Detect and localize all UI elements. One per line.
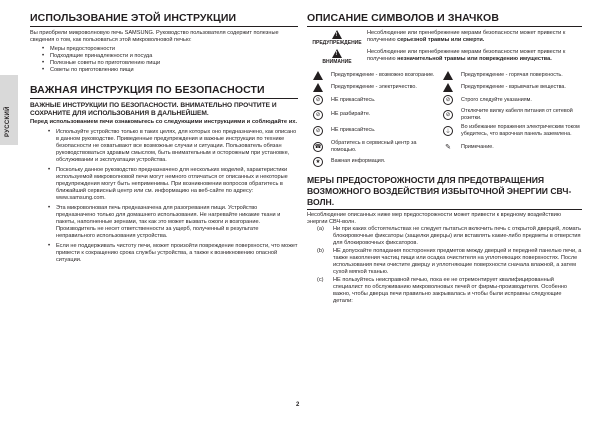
safety-list <box>48 129 298 264</box>
do-not-disassemble-icon: ⊘ <box>313 110 323 120</box>
caution-text: Несоблюдение или пренебрежение мерами безопасности может привести к получению <box>367 49 566 62</box>
section-title-safety: ВАЖНАЯ ИНСТРУКЦИЯ ПО БЕЗОПАСНОСТИ <box>30 84 298 99</box>
electric-warning-icon <box>313 83 323 92</box>
language-side-tab <box>0 75 18 145</box>
caution-bold: незначительной травмы или повреждению имущества. <box>397 56 552 62</box>
symbol-text: Предупреждение - взрывчатые вещества. <box>461 84 566 91</box>
list-item: • Поскольку данное руководство предназначено для нескольких моделей, характеристики используемой микроволновой печи могут немного отличаться от описанных и некоторые предупреждения могут быть неприменимы. При возникновении вопросов обратитесь в ближайший сервисный центр или см. информацию на веб-сайте по адресу: www.samsung.com. <box>48 167 298 202</box>
usage-intro: Вы приобрели микроволновую печь SAMSUNG. Руководство пользователя содержит полезные сведения о том, как пользоваться этой микроволновой печью: <box>30 30 279 43</box>
item-marker: (b) <box>317 247 324 254</box>
symbol-text: Предупреждение - горячая поверхность. <box>461 72 563 79</box>
symbol-text: НЕ прикасайтесь. <box>331 127 376 134</box>
language-label: РУССКИЙ <box>5 106 11 137</box>
section-title-microwave: МЕРЫ ПРЕДОСТОРОЖНОСТИ ДЛЯ ПРЕДОТВРАЩЕНИЯ ВОЗМОЖНОГО ВОЗДЕЙСТВИЯ ИЗБЫТОЧНОЙ ЭНЕРГИИ СВЧ-ВОЛН. <box>307 175 582 210</box>
safety-bold-note: Перед использованием печи ознакомьтесь со следующими инструкциями и соблюдайте их. <box>30 119 298 125</box>
list-item: • Меры предосторожности <box>42 46 298 53</box>
safety-bold-heading: ВАЖНЫЕ ИНСТРУКЦИИ ПО БЕЗОПАСНОСТИ. ВНИМАТЕЛЬНО ПРОЧТИТЕ И СОХРАНИТЕ ДЛЯ ИСПОЛЬЗОВАНИЯ В ДАЛЬНЕЙШЕМ. <box>30 102 277 117</box>
caution-label: ВНИМАНИЕ <box>322 59 352 65</box>
page-number: 2 <box>296 402 300 408</box>
warning-triangle-icon <box>332 30 342 39</box>
item-text: Ни при каких обстоятельствах не следует пытаться включить печь с открытой дверцей, ломать блокировочные фиксаторы (защелки дверцы) или вставлять какие-либо предметы в отверстия для блокировочных фиксаторов. <box>333 225 582 246</box>
item-text: НЕ допускайте попадания посторонних предметов между дверцей и передней панелью печи, а также накопления частиц пищи или осадка очистителя на уплотняющих поверхностях. После использования печи очистите дверцу и уплотняющие поверхности сначала влажной, а затем сухой мягкой тканью. <box>333 247 582 275</box>
caution-triangle-icon <box>332 49 342 58</box>
list-item <box>317 277 582 305</box>
fire-warning-icon <box>313 71 323 80</box>
item-marker: (c) <box>317 276 324 283</box>
caution-row <box>307 49 582 65</box>
symbol-text: Обратитесь в сервисный центр за помощью. <box>331 140 417 153</box>
unplug-icon: ⊘ <box>443 110 453 120</box>
service-center-icon: ☎ <box>314 143 322 150</box>
list-item <box>317 226 582 247</box>
symbol-text: НЕ разбирайте. <box>331 111 371 118</box>
microwave-intro: Несоблюдение описанных ниже мер предосторожности может привести к вредному воздействию энергии СВЧ-волн. <box>307 211 562 225</box>
ground-icon: ⏚ <box>443 126 453 136</box>
right-column <box>307 12 582 306</box>
symbol-text: Отключите вилку кабеля питания от сетевой розетки. <box>461 108 573 121</box>
warning-label: ПРЕДУПРЕЖДЕНИЕ <box>312 40 362 46</box>
symbol-text: Во избежание поражения электрическим током убедитесь, что варочная панель заземлена. <box>461 124 580 137</box>
section-title-usage: ИСПОЛЬЗОВАНИЕ ЭТОЙ ИНСТРУКЦИИ <box>30 12 298 27</box>
item-marker: (a) <box>317 225 324 232</box>
symbol-text: Важная информация. <box>331 158 386 165</box>
symbol-text: Примечание. <box>461 143 494 150</box>
section-title-symbols: ОПИСАНИЕ СИМВОЛОВ И ЗНАЧКОВ <box>307 12 582 27</box>
note-icon: ✎ <box>445 143 451 151</box>
follow-instructions-icon: ⊘ <box>443 95 453 105</box>
list-item: • Используйте устройство только в таких целях, для которых оно предназначено, как описано в данном руководстве. Приведенные предупреждения и важные инструкции по технике безопасности не охватывают все возможные случаи и ситуации. Пользователь обязан руководствоваться здравым смыслом, быть внимательным и осторожным при установке, обслуживании и эксплуатации устройства. <box>48 129 298 164</box>
usage-list <box>42 46 298 74</box>
symbol-text: Предупреждение - возможно возгорание. <box>331 72 435 79</box>
list-item: • Подходящие принадлежности и посуда <box>42 53 298 60</box>
list-item: • Полезные советы по приготовлению пищи <box>42 60 298 67</box>
item-text: НЕ пользуйтесь неисправной печью, пока ее не отремонтирует квалифицированный специалист по обслуживанию микроволновых печей от фирмы-производителя. Особенно важно, чтобы дверца печи правильно закрывалась и чтобы были исправны следующие детали: <box>333 276 567 304</box>
symbol-text: Предупреждение - электричество. <box>331 84 417 91</box>
list-item: • Если не поддерживать чистоту печи, может произойти повреждение поверхности, что может привести к сокращению срока службы устройства, а также к возникновению опасной ситуации. <box>48 243 298 264</box>
symbol-text: НЕ прикасайтесь. <box>331 96 376 103</box>
explosive-warning-icon <box>443 83 453 92</box>
warning-text: Несоблюдение или пренебрежение мерами безопасности может привести к получению <box>367 30 566 43</box>
microwave-list <box>317 226 582 305</box>
list-item <box>317 248 582 276</box>
symbol-text: Строго следуйте указаниям. <box>461 96 532 103</box>
list-item: • Советы по приготовлению пищи <box>42 67 298 74</box>
hot-surface-icon <box>443 71 453 80</box>
do-not-touch-icon: ⊘ <box>313 95 323 105</box>
important-info-icon: ★ <box>313 157 323 167</box>
do-not-touch-icon: ⊘ <box>313 126 323 136</box>
warning-row <box>307 30 582 46</box>
warning-bold: серьезной травмы или смерти. <box>397 37 485 43</box>
list-item: • Эта микроволновая печь предназначена для разогревания пищи. Устройство предназначено только для домашнего использования. Не нагревайте никакие ткани и пакеты, наполненные зернами, так как это может вызвать ожоги и возгорание. Производитель не несет ответственности за ущерб, полученный в результате неправильного использования устройства. <box>48 205 298 240</box>
symbols-grid <box>313 71 582 167</box>
left-column <box>30 12 298 267</box>
